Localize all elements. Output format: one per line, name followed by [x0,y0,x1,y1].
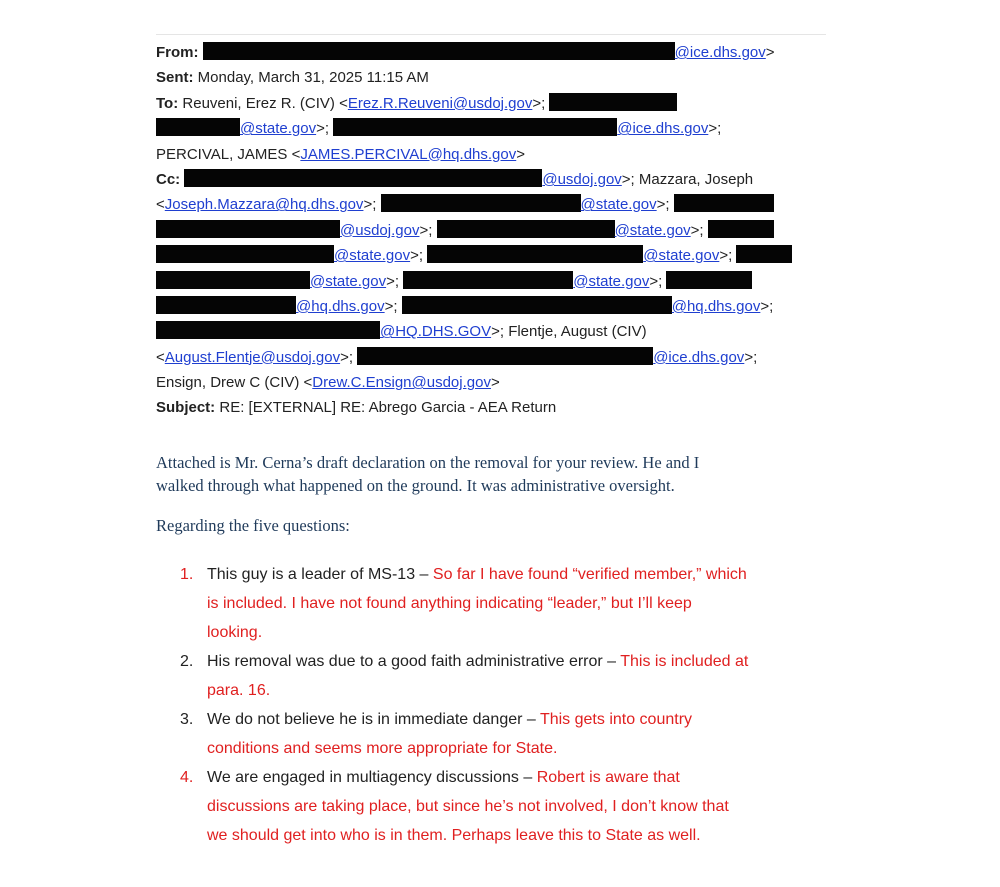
redaction-box [156,220,340,238]
redaction-box [156,245,334,263]
cc-email-state[interactable]: @state.gov [310,272,387,290]
cc-row-1: Cc: @usdoj.gov>; Mazzara, Joseph [156,170,754,188]
redaction-box [357,347,653,365]
item-number: 1. [180,566,194,583]
to-row-2: @state.gov>; @ice.dhs.gov>; [156,116,826,141]
cc-email-ice[interactable]: @ice.dhs.gov [653,348,745,366]
subject-label: Subject: [156,399,216,417]
cc-email-hq[interactable]: @hq.dhs.gov [671,297,761,315]
redaction-box [381,194,581,212]
answer-text: This is included at [620,653,749,670]
redaction-box [156,321,380,339]
list-item [180,647,840,705]
cc-email-ensign[interactable]: Drew.C.Ensign@usdoj.gov [312,374,491,392]
redaction-box [156,296,296,314]
redaction-box [402,296,672,314]
sent-label: Sent: [156,69,194,87]
cc-row-5: @state.gov>; @state.gov>; [156,269,826,294]
cc-email-state[interactable]: @state.gov [614,221,691,239]
answer-text: So far I have found “verified member,” which [432,566,747,583]
redaction-box [184,169,542,187]
cc-name-mazzara: Mazzara, Joseph [638,170,754,188]
body-line: walked through what happened on the ground. It was administrative oversight. [156,476,675,495]
cc-label: Cc: [156,170,181,188]
questions-list [180,560,840,850]
to-email-state[interactable]: @state.gov [240,120,317,138]
cc-email-state[interactable]: @state.gov [580,196,657,214]
cc-row-4: @state.gov>; @state.gov>; [156,243,826,268]
answer-text: para. 16. [207,682,271,699]
redaction-box [736,245,792,263]
redaction-box [666,271,752,289]
list-item [180,705,840,763]
cc-email-state[interactable]: @state.gov [643,247,720,265]
item-number: 3. [180,711,194,728]
separator: >; [532,94,546,112]
cc-row-9: Ensign, Drew C (CIV) <Drew.C.Ensign@usdoj.gov> [156,374,500,392]
answer-text: conditions and seems more appropriate for State. [207,740,558,757]
answer-text: Robert is aware that [536,769,680,786]
question-text: His removal was due to a good faith administrative error – [207,653,617,670]
subject-row [156,395,826,420]
cc-email-state[interactable]: @state.gov [334,247,411,265]
redaction-box [549,93,677,111]
to-name-reuveni: Reuveni, Erez R. (CIV) < [182,94,348,112]
body-paragraph-1 [156,451,699,497]
cc-name-ensign: Ensign, Drew C (CIV) < [156,374,313,392]
from-label: From: [156,44,199,61]
item-number: 2. [180,653,194,670]
header-top-rule [156,34,826,35]
answer-text: we should get into who is in them. Perhaps leave this to State as well. [207,827,701,844]
cc-email-hq-upper[interactable]: @HQ.DHS.GOV [380,323,492,341]
to-email-ice[interactable]: @ice.dhs.gov [617,120,709,138]
cc-email-hq[interactable]: @hq.dhs.gov [296,297,385,315]
email-header [156,40,826,421]
redaction-box [437,220,615,238]
cc-row-6: @hq.dhs.gov>; @hq.dhs.gov>; [156,294,826,319]
subject-value: RE: [EXTERNAL] RE: Abrego Garcia - AEA Return [219,399,557,417]
from-email-link[interactable]: @ice.dhs.gov [674,44,766,61]
cc-email-usdoj[interactable]: @usdoj.gov [542,170,622,188]
cc-name-flentje: Flentje, August (CIV) [508,323,647,341]
to-row-1 [156,91,826,116]
cc-row-2: <Joseph.Mazzara@hq.dhs.gov>; @state.gov>; [156,192,826,217]
question-text: We are engaged in multiagency discussions – [207,769,533,786]
cc-email-state[interactable]: @state.gov [573,272,650,290]
to-email-percival[interactable]: JAMES.PERCIVAL@hq.dhs.gov [300,145,517,163]
redaction-box [403,271,573,289]
body-paragraph-2: Regarding the five questions: [156,516,350,535]
list-item [180,560,840,647]
cc-email-flentje[interactable]: August.Flentje@usdoj.gov [164,348,341,366]
cc-email-usdoj[interactable]: @usdoj.gov [340,221,420,239]
cc-row-3: @usdoj.gov>; @state.gov>; [156,218,826,243]
answer-text: is included. I have not found anything indicating “leader,” but I’ll keep [207,595,692,612]
to-label: To: [156,94,179,112]
from-row: From: @ice.dhs.gov> [156,44,775,61]
redaction-box [156,271,310,289]
redaction-box [156,118,240,136]
item-number: 4. [180,769,194,786]
to-name-percival: PERCIVAL, JAMES < [156,145,301,163]
to-row-3: PERCIVAL, JAMES <JAMES.PERCIVAL@hq.dhs.gov> [156,145,525,163]
redaction-box [203,42,675,60]
question-text: This guy is a leader of MS-13 – [207,566,429,583]
cc-row-7: @HQ.DHS.GOV>; Flentje, August (CIV) [156,319,826,344]
answer-text: discussions are taking place, but since he’s not involved, I don’t know that [207,798,729,815]
to-email-reuveni[interactable]: Erez.R.Reuveni@usdoj.gov [347,94,533,112]
sent-value: Monday, March 31, 2025 11:15 AM [197,69,429,87]
sent-row [156,65,826,90]
body-line: Attached is Mr. Cerna’s draft declaration on the removal for your review. He and I [156,453,700,472]
redaction-box [674,194,774,212]
answer-text: This gets into country [539,711,693,728]
cc-row-8: <August.Flentje@usdoj.gov>; @ice.dhs.gov>; [156,348,758,366]
redaction-box [427,245,643,263]
cc-email-mazzara[interactable]: Joseph.Mazzara@hq.dhs.gov [164,196,364,214]
list-item [180,763,840,850]
redaction-box [333,118,617,136]
redaction-box [708,220,774,238]
answer-text: looking. [207,624,263,641]
question-text: We do not believe he is in immediate danger – [207,711,536,728]
